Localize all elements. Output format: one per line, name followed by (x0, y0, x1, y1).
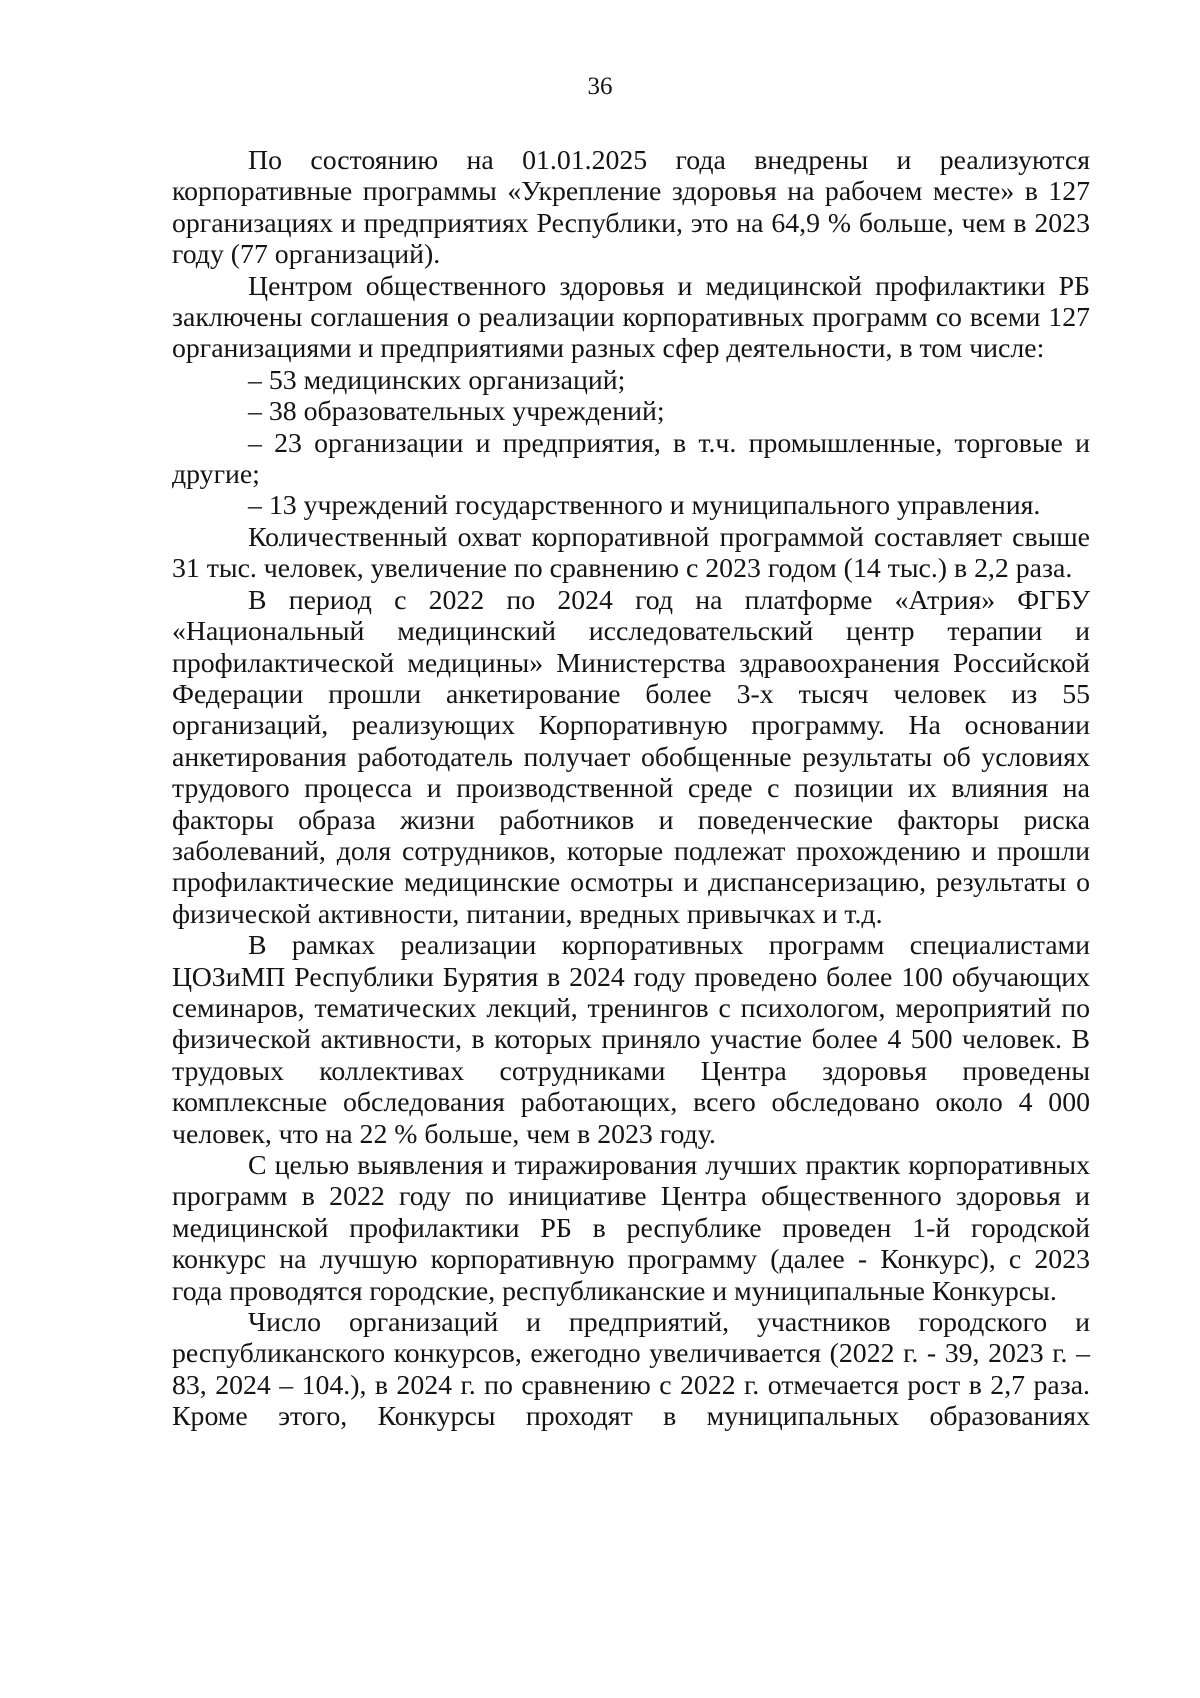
list-item: – 53 медицинских организаций; (248, 364, 626, 396)
paragraph: Число организаций и предприятий, участников городского и республиканского конкурсов, ежегодно увеличивается (2022 г. - 39, 2023 г. – 83, 2024 – 104.), в 2024 г. по сравнению с 2022 г. отмечается рост в 2,7 раза. Кроме этого, Конкурсы проходят в муниципальных образованиях (172, 1307, 1090, 1433)
list-item: – 38 образовательных учреждений; (248, 396, 665, 428)
paragraph: В рамках реализации корпоративных программ специалистами ЦОЗиМП Республики Бурятия в 2024 году проведено более 100 обучающих семинаров, тематических лекций, тренингов с психологом, мероприятий по физической активности, в которых приняло участие более 4 500 человек. В трудовых коллективах сотрудниками Центра здоровья проведены комплексные обследования работающих, всего обследовано около 4 000 человек, что на 22 % больше, чем в 2023 году. (172, 930, 1090, 1150)
paragraph: По состоянию на 01.01.2025 года внедрены и реализуются корпоративные программы «Укрепление здоровья на рабочем месте» в 127 организациях и предприятиях Республики, это на 64,9 % больше, чем в 2023 году (77 организаций). (172, 145, 1090, 271)
paragraph: Центром общественного здоровья и медицинской профилактики РБ заключены соглашения о реализации корпоративных программ со всеми 127 организациями и предприятиями разных сфер деятельности, в том числе: (172, 270, 1090, 365)
paragraph: Количественный охват корпоративной программой составляет свыше 31 тыс. человек, увеличение по сравнению с 2023 годом (14 тыс.) в 2,2 раза. (172, 521, 1090, 585)
paragraph: В период с 2022 по 2024 год на платформе «Атрия» ФГБУ «Национальный медицинский исследовательский центр терапии и профилактической медицины» Министерства здравоохранения Российской Федерации прошли анкетирование более 3-х тысяч человек из 55 организаций, реализующих Корпоративную программу. На основании анкетирования работодатель получает обобщенные результаты об условиях трудового процесса и производственной среде с позиции их влияния на факторы образа жизни работников и поведенческие факторы риска заболеваний, доля сотрудников, которые подлежат прохождению и прошли профилактические медицинские осмотры и диспансеризацию, результаты о физической активности, питании, вредных привычках и т.д. (172, 584, 1090, 930)
page-number: 36 (587, 73, 613, 100)
paragraph: С целью выявления и тиражирования лучших практик корпоративных программ в 2022 году по инициативе Центра общественного здоровья и медицинской профилактики РБ в республике проведен 1-й городской конкурс на лучшую корпоративную программу (далее - Конкурс), с 2023 года проводятся городские, республиканские и муниципальные Конкурсы. (172, 1150, 1090, 1307)
document-body (172, 145, 1090, 1433)
list-item: – 23 организации и предприятия, в т.ч. промышленные, торговые и другие; (172, 427, 1090, 491)
list-item: – 13 учреждений государственного и муниципального управления. (248, 490, 1041, 522)
